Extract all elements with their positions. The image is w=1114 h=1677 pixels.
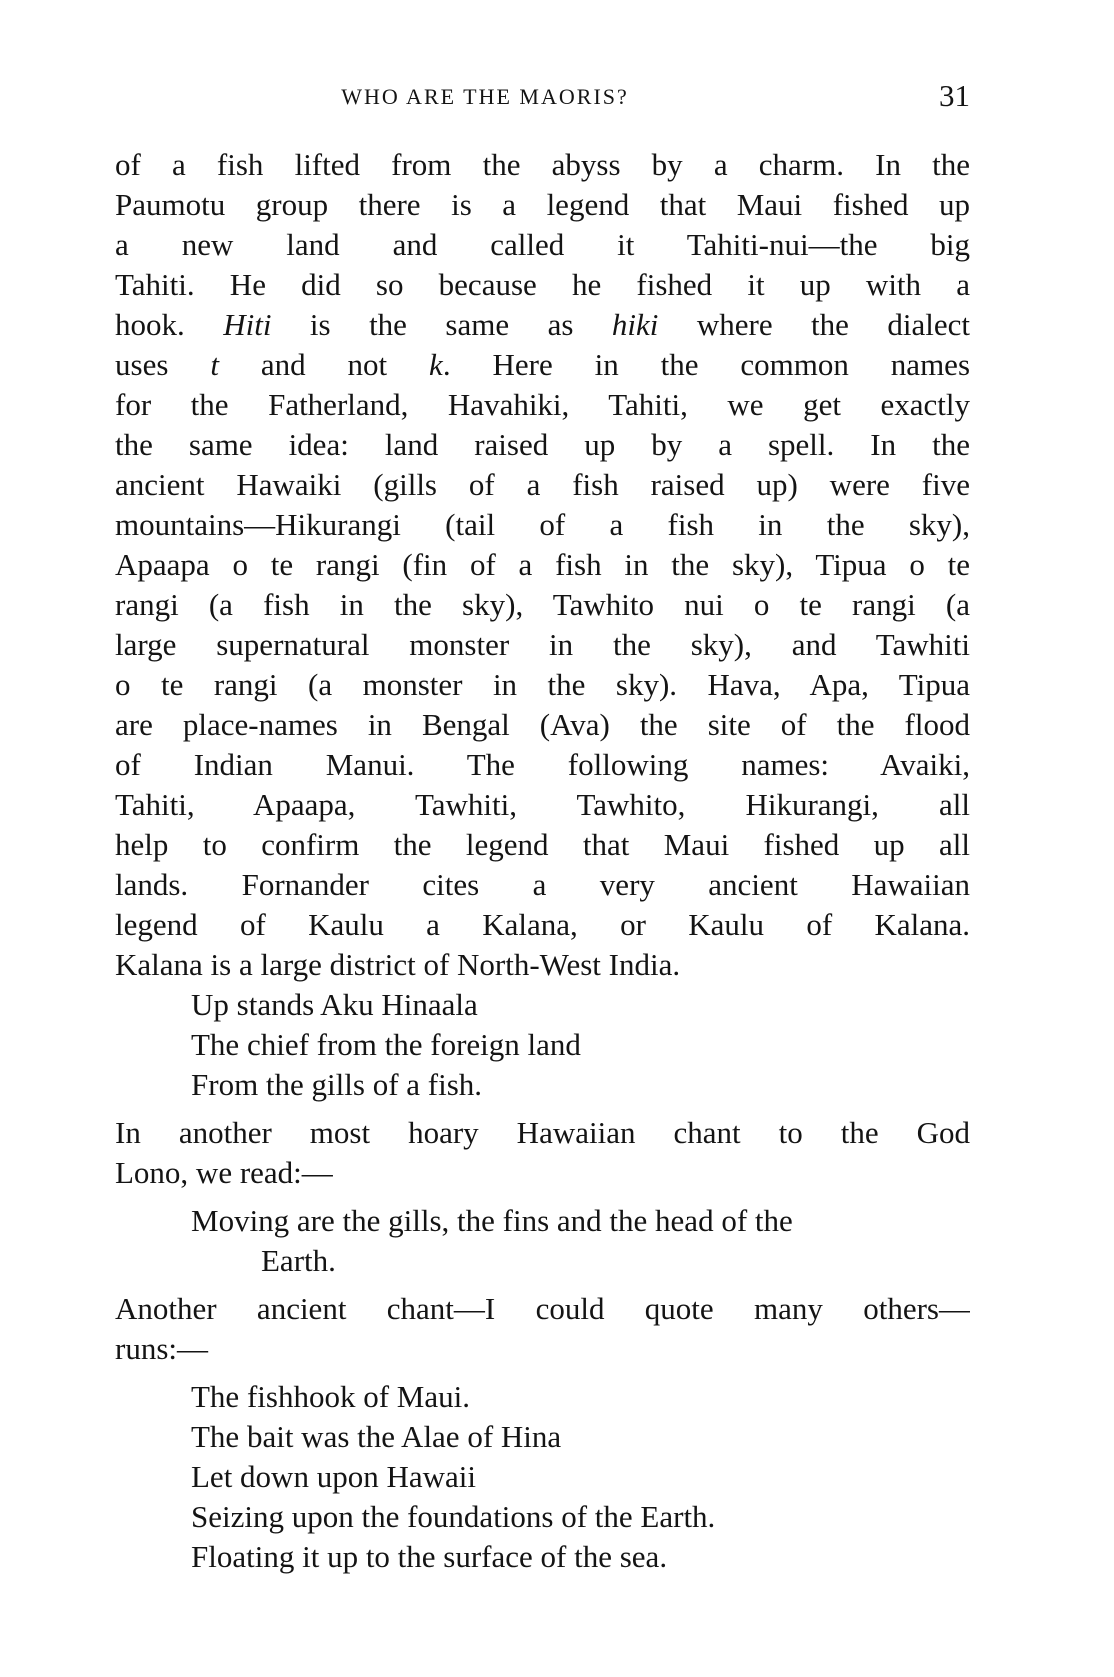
text-line: the same idea: land raised up by a spell. In the <box>115 427 970 462</box>
text-line: o te rangi (a monster in the sky). Hava, Apa, Tipua <box>115 667 970 702</box>
running-title: WHO ARE THE MAORIS? <box>341 84 629 109</box>
paragraph-1 <box>115 145 970 985</box>
text-line: a new land and called it Tahiti-nui—the big <box>115 227 970 262</box>
verse-line: Earth. <box>261 1243 336 1278</box>
text-line: rangi (a fish in the sky), Tawhito nui o te rangi (a <box>115 587 970 622</box>
verse-line: Let down upon Hawaii <box>191 1459 476 1494</box>
italic-term: hiki <box>611 307 659 342</box>
italic-term: Hiti <box>223 307 272 342</box>
verse-line: Seizing upon the foundations of the Earth. <box>191 1499 716 1534</box>
page-number: 31 <box>939 78 970 113</box>
text-line: of a fish lifted from the abyss by a charm. In the <box>115 147 970 182</box>
text-line: Tahiti. He did so because he fished it up with a <box>115 267 970 302</box>
verse-2 <box>115 1201 970 1281</box>
verse-3 <box>115 1377 970 1577</box>
text-line <box>115 305 970 345</box>
text-line: ancient Hawaiki (gills of a fish raised up) were five <box>115 467 970 502</box>
text-line: Kalana is a large district of North-West India. <box>115 947 681 982</box>
text-line: large supernatural monster in the sky), and Tawhiti <box>115 627 970 662</box>
text-span: and not <box>218 347 430 382</box>
text-line: In another most hoary Hawaiian chant to the God <box>115 1115 970 1150</box>
verse-line: Up stands Aku Hinaala <box>191 987 478 1022</box>
text-span: hook. <box>115 307 224 342</box>
spacer <box>115 1369 970 1377</box>
text-span: where the dialect <box>658 307 970 342</box>
text-line: mountains—Hikurangi (tail of a fish in the sky), <box>115 507 970 542</box>
text-line: are place-names in Bengal (Ava) the site of the flood <box>115 707 970 742</box>
text-line: Apaapa o te rangi (fin of a fish in the sky), Tipua o te <box>115 547 970 582</box>
body-text <box>115 145 970 1577</box>
text-line: lands. Fornander cites a very ancient Hawaiian <box>115 867 970 902</box>
paragraph-3 <box>115 1289 970 1369</box>
text-line: Another ancient chant—I could quote many others— <box>115 1291 970 1326</box>
italic-term: k <box>429 347 443 382</box>
text-line: of Indian Manui. The following names: Avaiki, <box>115 747 970 782</box>
text-line <box>115 345 970 385</box>
text-span: is the same as <box>271 307 612 342</box>
text-span: uses <box>115 347 211 382</box>
spacer <box>115 1281 970 1289</box>
paragraph-2 <box>115 1113 970 1193</box>
verse-line: From the gills of a fish. <box>191 1067 483 1102</box>
text-line: runs:— <box>115 1331 208 1366</box>
text-line: Paumotu group there is a legend that Maui fished up <box>115 187 970 222</box>
running-head <box>115 78 970 118</box>
verse-line: The chief from the foreign land <box>191 1027 581 1062</box>
text-line: help to confirm the legend that Maui fished up all <box>115 827 970 862</box>
verse-line: The fishhook of Maui. <box>191 1379 470 1414</box>
text-line: legend of Kaulu a Kalana, or Kaulu of Kalana. <box>115 907 970 942</box>
italic-term: t <box>210 347 219 382</box>
verse-line: Floating it up to the surface of the sea. <box>191 1539 668 1574</box>
verse-line: The bait was the Alae of Hina <box>191 1419 562 1454</box>
verse-1 <box>115 985 970 1105</box>
spacer <box>115 1105 970 1113</box>
text-span: . Here in the common names <box>442 347 970 382</box>
text-line: Tahiti, Apaapa, Tawhiti, Tawhito, Hikurangi, all <box>115 787 970 822</box>
spacer <box>115 1193 970 1201</box>
verse-line: Moving are the gills, the fins and the head of the <box>191 1203 793 1238</box>
text-line: for the Fatherland, Havahiki, Tahiti, we get exactly <box>115 387 970 422</box>
text-line: Lono, we read:— <box>115 1155 333 1190</box>
